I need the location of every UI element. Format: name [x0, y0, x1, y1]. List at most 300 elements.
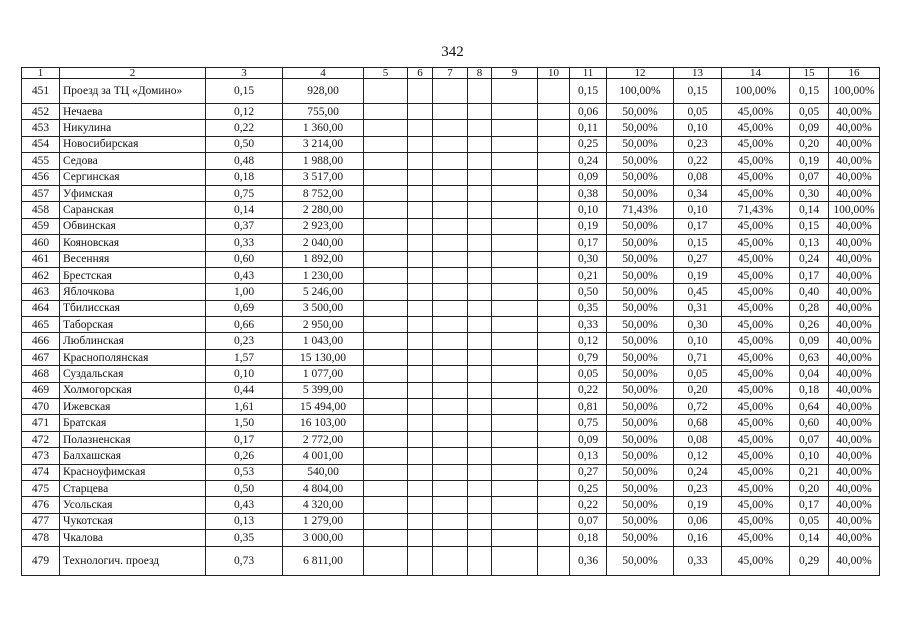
table-cell — [433, 202, 468, 218]
table-cell: 4 804,00 — [283, 480, 364, 496]
table-row — [22, 513, 880, 529]
table-row — [22, 317, 880, 333]
table-cell — [492, 366, 538, 382]
street-name-cell: Краснополянская — [60, 349, 206, 365]
table-cell — [364, 349, 408, 365]
table-cell: 40,00% — [829, 235, 880, 251]
table-cell: 50,00% — [607, 317, 674, 333]
table-cell: 40,00% — [829, 300, 880, 316]
table-cell — [408, 79, 433, 104]
table-cell — [408, 382, 433, 398]
table-cell: 0,68 — [674, 415, 722, 431]
row-number-cell: 457 — [22, 185, 60, 201]
table-cell: 0,15 — [206, 79, 283, 104]
table-cell — [538, 431, 570, 447]
table-cell — [538, 333, 570, 349]
table-cell — [468, 317, 492, 333]
table-cell: 0,19 — [674, 267, 722, 283]
column-header: 16 — [829, 68, 880, 79]
table-cell: 45,00% — [722, 382, 790, 398]
table-cell: 0,26 — [790, 317, 829, 333]
table-cell — [538, 300, 570, 316]
table-cell — [492, 120, 538, 136]
table-cell: 0,12 — [674, 448, 722, 464]
table-cell — [468, 235, 492, 251]
table-cell — [408, 317, 433, 333]
table-cell: 0,33 — [570, 317, 607, 333]
table-cell — [364, 382, 408, 398]
table-cell: 40,00% — [829, 284, 880, 300]
table-cell — [364, 79, 408, 104]
table-cell: 0,15 — [790, 218, 829, 234]
table-cell — [408, 530, 433, 546]
table-cell — [433, 546, 468, 575]
table-cell: 0,18 — [790, 382, 829, 398]
table-cell — [408, 431, 433, 447]
column-header: 14 — [722, 68, 790, 79]
table-cell: 0,05 — [674, 104, 722, 120]
table-cell: 40,00% — [829, 399, 880, 415]
table-cell — [468, 399, 492, 415]
table-cell: 0,60 — [206, 251, 283, 267]
table-cell: 2 950,00 — [283, 317, 364, 333]
street-name-cell: Новосибирская — [60, 136, 206, 152]
table-cell: 40,00% — [829, 530, 880, 546]
street-name-cell: Суздальская — [60, 366, 206, 382]
table-cell: 45,00% — [722, 513, 790, 529]
table-cell — [364, 513, 408, 529]
table-cell: 40,00% — [829, 464, 880, 480]
table-cell: 0,10 — [674, 333, 722, 349]
table-cell: 4 320,00 — [283, 497, 364, 513]
table-cell: 0,10 — [790, 448, 829, 464]
table-row — [22, 349, 880, 365]
table-cell — [433, 104, 468, 120]
street-name-cell: Холмогорская — [60, 382, 206, 398]
table-cell: 0,50 — [570, 284, 607, 300]
table-cell — [408, 235, 433, 251]
table-cell: 0,23 — [674, 136, 722, 152]
table-cell: 40,00% — [829, 317, 880, 333]
table-cell: 40,00% — [829, 366, 880, 382]
table-cell: 2 280,00 — [283, 202, 364, 218]
table-cell: 40,00% — [829, 185, 880, 201]
table-cell: 0,21 — [790, 464, 829, 480]
table-cell — [468, 218, 492, 234]
street-name-cell: Нечаева — [60, 104, 206, 120]
table-cell: 100,00% — [829, 202, 880, 218]
table-cell: 0,05 — [790, 513, 829, 529]
table-cell: 45,00% — [722, 546, 790, 575]
table-cell: 0,15 — [570, 79, 607, 104]
table-row — [22, 530, 880, 546]
table-cell: 0,20 — [790, 136, 829, 152]
table-cell — [364, 169, 408, 185]
street-name-cell: Чкалова — [60, 530, 206, 546]
table-row — [22, 267, 880, 283]
table-cell: 3 000,00 — [283, 530, 364, 546]
table-cell — [408, 497, 433, 513]
table-cell: 50,00% — [607, 300, 674, 316]
table-cell — [408, 399, 433, 415]
row-number-cell: 464 — [22, 300, 60, 316]
street-name-cell: Таборская — [60, 317, 206, 333]
table-cell: 0,15 — [674, 235, 722, 251]
column-header: 11 — [570, 68, 607, 79]
column-header: 9 — [492, 68, 538, 79]
table-cell: 40,00% — [829, 136, 880, 152]
table-cell — [538, 169, 570, 185]
table-cell: 0,14 — [790, 202, 829, 218]
row-number-cell: 475 — [22, 480, 60, 496]
table-cell — [364, 300, 408, 316]
table-row — [22, 104, 880, 120]
column-header: 4 — [283, 68, 364, 79]
street-name-cell: Седова — [60, 153, 206, 169]
table-cell: 1 043,00 — [283, 333, 364, 349]
table-cell — [538, 317, 570, 333]
table-cell: 1,00 — [206, 284, 283, 300]
table-cell — [433, 448, 468, 464]
street-name-cell: Чукотская — [60, 513, 206, 529]
table-cell — [364, 497, 408, 513]
table-cell — [492, 267, 538, 283]
table-cell: 3 500,00 — [283, 300, 364, 316]
table-cell: 15 494,00 — [283, 399, 364, 415]
table-cell — [408, 300, 433, 316]
table-cell — [468, 546, 492, 575]
table-cell — [408, 464, 433, 480]
table-cell — [492, 546, 538, 575]
table-cell: 0,66 — [206, 317, 283, 333]
table-row — [22, 300, 880, 316]
table-cell: 0,28 — [790, 300, 829, 316]
street-name-cell: Ижевская — [60, 399, 206, 415]
table-cell: 45,00% — [722, 251, 790, 267]
table-cell: 45,00% — [722, 300, 790, 316]
table-cell: 45,00% — [722, 349, 790, 365]
table-cell — [433, 235, 468, 251]
table-cell: 0,40 — [790, 284, 829, 300]
table-cell: 0,30 — [674, 317, 722, 333]
table-cell: 0,09 — [790, 120, 829, 136]
table-cell — [408, 480, 433, 496]
table-cell — [492, 202, 538, 218]
street-name-cell: Братская — [60, 415, 206, 431]
table-cell — [408, 284, 433, 300]
table-cell — [433, 399, 468, 415]
table-cell — [492, 104, 538, 120]
row-number-cell: 466 — [22, 333, 60, 349]
table-cell: 0,30 — [790, 185, 829, 201]
table-cell: 50,00% — [607, 399, 674, 415]
table-cell — [538, 448, 570, 464]
column-header: 5 — [364, 68, 408, 79]
table-cell — [538, 79, 570, 104]
table-cell: 0,09 — [570, 169, 607, 185]
row-number-cell: 461 — [22, 251, 60, 267]
column-header: 7 — [433, 68, 468, 79]
table-cell: 3 517,00 — [283, 169, 364, 185]
table-cell — [364, 120, 408, 136]
table-cell: 0,38 — [570, 185, 607, 201]
table-cell: 40,00% — [829, 480, 880, 496]
table-cell: 0,48 — [206, 153, 283, 169]
table-row — [22, 120, 880, 136]
table-cell: 0,19 — [674, 497, 722, 513]
table-cell: 0,13 — [570, 448, 607, 464]
table-cell: 50,00% — [607, 448, 674, 464]
table-cell — [468, 530, 492, 546]
table-cell: 0,34 — [674, 185, 722, 201]
table-cell — [433, 513, 468, 529]
table-cell — [492, 530, 538, 546]
table-row — [22, 497, 880, 513]
table-cell — [408, 333, 433, 349]
street-name-cell: Яблочкова — [60, 284, 206, 300]
table-cell — [538, 136, 570, 152]
table-cell: 100,00% — [829, 79, 880, 104]
table-cell — [538, 399, 570, 415]
table-cell: 3 214,00 — [283, 136, 364, 152]
table-row — [22, 546, 880, 575]
table-cell: 15 130,00 — [283, 349, 364, 365]
table-cell: 100,00% — [722, 79, 790, 104]
table-cell — [468, 497, 492, 513]
table-cell — [538, 251, 570, 267]
table-cell: 0,63 — [790, 349, 829, 365]
table-cell — [538, 153, 570, 169]
table-cell — [538, 530, 570, 546]
table-cell — [492, 480, 538, 496]
table-cell — [492, 333, 538, 349]
table-row — [22, 366, 880, 382]
street-name-cell: Весенняя — [60, 251, 206, 267]
table-row — [22, 415, 880, 431]
street-name-cell: Балхашская — [60, 448, 206, 464]
table-cell — [492, 399, 538, 415]
table-cell: 0,81 — [570, 399, 607, 415]
table-cell: 0,21 — [570, 267, 607, 283]
table-cell: 0,24 — [790, 251, 829, 267]
table-cell — [364, 267, 408, 283]
column-header: 3 — [206, 68, 283, 79]
table-cell: 0,73 — [206, 546, 283, 575]
table-cell: 45,00% — [722, 480, 790, 496]
table-cell: 0,53 — [206, 464, 283, 480]
table-cell — [538, 366, 570, 382]
table-cell — [538, 464, 570, 480]
street-name-cell: Обвинская — [60, 218, 206, 234]
table-cell — [433, 464, 468, 480]
table-cell: 50,00% — [607, 267, 674, 283]
table-cell: 0,09 — [570, 431, 607, 447]
table-cell — [492, 284, 538, 300]
table-cell: 40,00% — [829, 497, 880, 513]
table-cell: 0,25 — [570, 136, 607, 152]
table-cell — [468, 448, 492, 464]
table-cell: 0,17 — [570, 235, 607, 251]
table-cell: 45,00% — [722, 448, 790, 464]
table-cell — [408, 120, 433, 136]
table-cell — [364, 185, 408, 201]
table-cell — [492, 300, 538, 316]
table-cell: 0,37 — [206, 218, 283, 234]
table-cell — [492, 448, 538, 464]
table-cell: 100,00% — [607, 79, 674, 104]
street-name-cell: Технологич. проезд — [60, 546, 206, 575]
table-cell: 40,00% — [829, 120, 880, 136]
table-cell: 1 230,00 — [283, 267, 364, 283]
table-cell: 0,27 — [674, 251, 722, 267]
table-cell — [433, 480, 468, 496]
table-cell — [538, 104, 570, 120]
table-cell: 0,22 — [206, 120, 283, 136]
table-cell: 0,10 — [570, 202, 607, 218]
table-cell: 0,18 — [570, 530, 607, 546]
table-cell: 0,22 — [674, 153, 722, 169]
table-cell: 0,06 — [570, 104, 607, 120]
row-number-cell: 465 — [22, 317, 60, 333]
table-cell: 0,22 — [570, 497, 607, 513]
table-cell: 4 001,00 — [283, 448, 364, 464]
table-cell: 0,23 — [674, 480, 722, 496]
table-cell: 40,00% — [829, 349, 880, 365]
table-cell — [364, 284, 408, 300]
table-cell: 0,19 — [790, 153, 829, 169]
street-name-cell: Уфимская — [60, 185, 206, 201]
table-cell: 45,00% — [722, 317, 790, 333]
row-number-cell: 454 — [22, 136, 60, 152]
table-cell: 50,00% — [607, 349, 674, 365]
row-number-cell: 470 — [22, 399, 60, 415]
table-cell: 928,00 — [283, 79, 364, 104]
row-number-cell: 456 — [22, 169, 60, 185]
table-row — [22, 399, 880, 415]
table-cell: 50,00% — [607, 415, 674, 431]
table-cell: 45,00% — [722, 464, 790, 480]
table-cell — [492, 235, 538, 251]
table-cell: 45,00% — [722, 169, 790, 185]
table-cell — [433, 366, 468, 382]
table-cell: 0,64 — [790, 399, 829, 415]
street-name-cell: Старцева — [60, 480, 206, 496]
table-cell: 0,17 — [206, 431, 283, 447]
table-cell — [364, 317, 408, 333]
table-cell — [468, 300, 492, 316]
table-cell: 0,07 — [570, 513, 607, 529]
table-cell — [538, 349, 570, 365]
table-cell: 0,17 — [790, 267, 829, 283]
table-cell — [468, 349, 492, 365]
table-cell: 0,43 — [206, 267, 283, 283]
table-row — [22, 218, 880, 234]
data-table — [21, 67, 880, 576]
table-cell: 5 246,00 — [283, 284, 364, 300]
table-cell — [408, 202, 433, 218]
column-header: 12 — [607, 68, 674, 79]
table-cell — [538, 185, 570, 201]
street-name-cell: Брестская — [60, 267, 206, 283]
table-cell: 0,50 — [206, 480, 283, 496]
row-number-cell: 462 — [22, 267, 60, 283]
table-cell: 45,00% — [722, 104, 790, 120]
table-cell: 1,57 — [206, 349, 283, 365]
table-cell: 0,14 — [206, 202, 283, 218]
table-cell — [433, 153, 468, 169]
table-cell: 50,00% — [607, 497, 674, 513]
table-cell: 45,00% — [722, 431, 790, 447]
column-header: 13 — [674, 68, 722, 79]
table-cell: 50,00% — [607, 120, 674, 136]
row-number-cell: 467 — [22, 349, 60, 365]
table-cell: 1 279,00 — [283, 513, 364, 529]
table-cell — [364, 104, 408, 120]
table-cell — [468, 513, 492, 529]
table-cell: 0,17 — [790, 497, 829, 513]
table-cell — [364, 136, 408, 152]
table-cell — [468, 185, 492, 201]
table-cell: 16 103,00 — [283, 415, 364, 431]
table-cell: 0,33 — [206, 235, 283, 251]
table-cell: 0,06 — [674, 513, 722, 529]
street-name-cell: Проезд за ТЦ «Домино» — [60, 79, 206, 104]
table-cell — [364, 202, 408, 218]
table-header-row — [22, 68, 880, 79]
table-cell — [433, 300, 468, 316]
table-cell: 0,20 — [790, 480, 829, 496]
table-cell — [364, 153, 408, 169]
table-row — [22, 251, 880, 267]
table-row — [22, 333, 880, 349]
table-cell: 0,35 — [570, 300, 607, 316]
table-cell: 540,00 — [283, 464, 364, 480]
table-cell — [364, 464, 408, 480]
table-cell — [364, 218, 408, 234]
table-cell: 0,07 — [790, 431, 829, 447]
table-cell: 50,00% — [607, 235, 674, 251]
table-cell — [364, 251, 408, 267]
table-cell: 0,30 — [570, 251, 607, 267]
table-cell — [468, 169, 492, 185]
table-cell — [364, 448, 408, 464]
table-cell — [433, 120, 468, 136]
table-cell: 1 892,00 — [283, 251, 364, 267]
table-cell — [492, 497, 538, 513]
table-cell — [492, 317, 538, 333]
table-cell: 0,04 — [790, 366, 829, 382]
table-cell — [492, 349, 538, 365]
table-cell: 71,43% — [722, 202, 790, 218]
table-cell — [433, 136, 468, 152]
table-cell — [408, 153, 433, 169]
table-cell — [408, 218, 433, 234]
table-cell: 50,00% — [607, 185, 674, 201]
table-cell: 0,26 — [206, 448, 283, 464]
table-cell: 2 772,00 — [283, 431, 364, 447]
table-cell: 0,10 — [674, 120, 722, 136]
table-row — [22, 431, 880, 447]
table-cell: 50,00% — [607, 431, 674, 447]
table-row — [22, 464, 880, 480]
table-row — [22, 448, 880, 464]
table-cell — [433, 284, 468, 300]
table-cell — [538, 202, 570, 218]
table-cell — [364, 399, 408, 415]
table-cell — [408, 267, 433, 283]
table-row — [22, 153, 880, 169]
table-cell: 45,00% — [722, 185, 790, 201]
